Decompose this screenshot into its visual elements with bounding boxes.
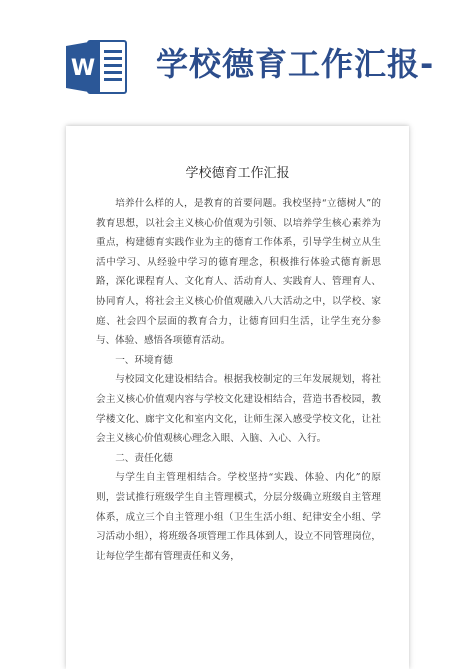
word-icon-letter: W: [70, 56, 96, 81]
section-heading-responsibility: 二、责任化德: [115, 452, 173, 464]
paragraph-campus-culture: 与校园文化建设相结合。根据我校制定的三年发展规划，将社会主义核心价值观内容与学校文化建设相结合，营造书香校园，教学楼文化、廊宇文化和室内文化，让师生深入感受学校文化，让社会主义核心价值观核心理念入眼、入脑、入心、入行。: [96, 374, 381, 445]
banner: [0, 0, 474, 110]
section-heading-environment: 一、环境育德: [115, 354, 173, 366]
banner-title: 学校德育工作汇报-: [156, 45, 435, 83]
paragraph-self-management: 与学生自主管理相结合。学校坚持“实践、体验、内化”的原则，尝试推行班级学生自主管理模式，分层分级确立班级自主管理体系，成立三个自主管理小组（卫生生活小组、纪律安全小组、学习活动小组），将班级各项管理工作具体到人，设立不同管理岗位，让每位学生都有管理责任和义务，: [96, 472, 381, 562]
paragraph-intro: 培养什么样的人，是教育的首要问题。我校坚持“立德树人”的教育思想，以社会主义核心价值观为引领、以培养学生核心素养为重点，构建德育实践作业为主的德育工作体系，引导学生树立从生活中学习、从经验中学习的德育理念，积极推行体验式德育新思路，深化课程育人、文化育人、活动育人、实践育人、管理育人、协同育人，将社会主义核心价值观融入八大活动之中，以学校、家庭、社会四个层面的教育合力，让德育回归生活，让学生充分参与、体验、感悟各项德育活动。: [96, 198, 381, 347]
document-title: 学校德育工作汇报: [185, 166, 290, 181]
word-document-icon: [66, 38, 128, 96]
document-body: [96, 194, 381, 566]
document-page: [66, 126, 409, 669]
